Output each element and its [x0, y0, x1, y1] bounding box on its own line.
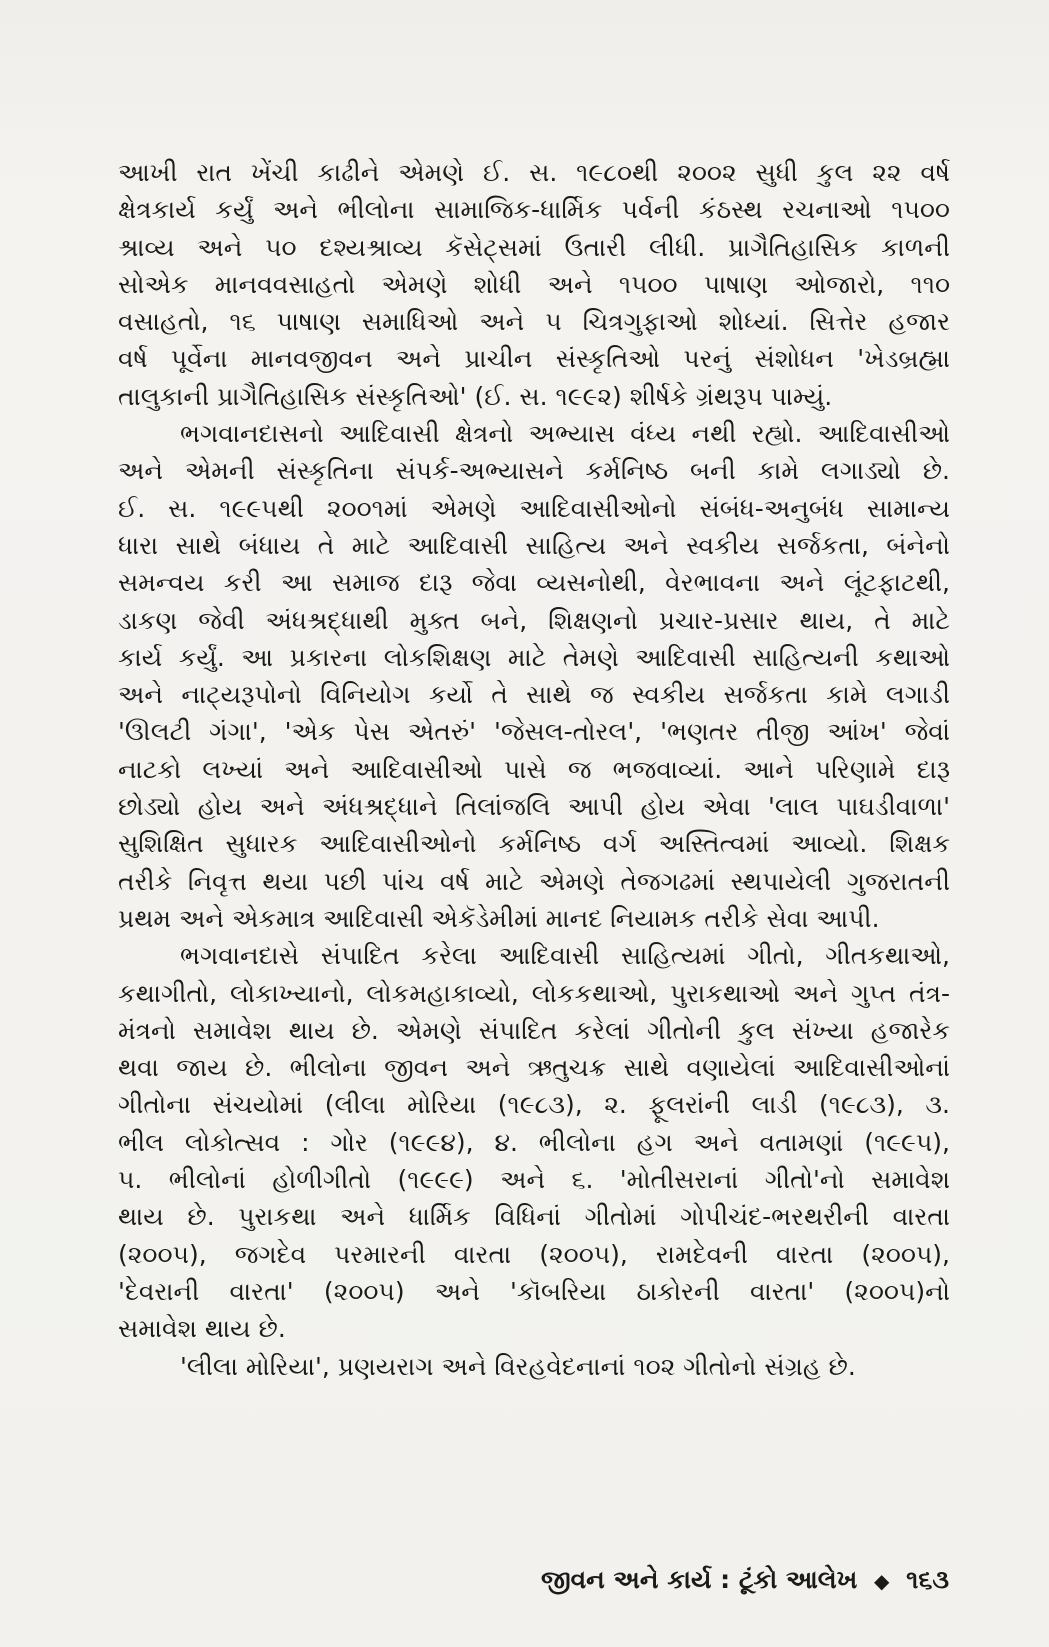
text-line: વર્ષ પૂર્વેના માનવજીવન અને પ્રાચીન સંસ્કૃતિઓ પરનું સંશોધન 'ખેડબ્રહ્મા	[118, 344, 950, 374]
text-line: ગીતોના સંચયોમાં (લીલા મોરિયા (૧૯૮૩), ૨. ફૂલરાંની લાડી (૧૯૮૩), ૩.	[118, 1090, 950, 1120]
text-line: છોડ્યો હોય અને અંધશ્રદ્ધાને તિલાંજલિ આપી હોય એવા 'લાલ પાઘડીવાળા'	[118, 792, 950, 822]
text-line: સોએક માનવવસાહતો એમણે શોધી અને ૧૫૦૦ પાષાણ ઓજારો, ૧૧૦	[118, 269, 950, 299]
paragraph-start-line: 'લીલા મોરિયા', પ્રણયરાગ અને વિરહવેદનાનાં ૧૦૨ ગીતોનો સંગ્રહ છે.	[180, 1351, 856, 1381]
text-line: અને નાટ્યરૂપોનો વિનિયોગ કર્યો તે સાથે જ સ્વકીય સર્જકતા કામે લગાડી	[118, 680, 950, 710]
text-line: તરીકે નિવૃત્ત થયા પછી પાંચ વર્ષ માટે એમણે તેજગઢમાં સ્થપાયેલી ગુજરાતની	[118, 866, 950, 896]
text-line: અને એમની સંસ્કૃતિના સંપર્ક-અભ્યાસને કર્મનિષ્ઠ બની કામે લગાડ્યો છે.	[118, 456, 950, 486]
text-line: 'દેવરાની વારતા' (૨૦૦૫) અને 'કૉબરિયા ઠાકોરની વારતા' (૨૦૦૫)નો	[118, 1276, 950, 1306]
paragraph-start-line: ભગવાનદાસનો આદિવાસી ક્ષેત્રનો અભ્યાસ વંધ્ય નથી રહ્યો. આદિવાસીઓ	[180, 419, 950, 449]
text-line: મંત્રનો સમાવેશ થાય છે. એમણે સંપાદિત કરેલાં ગીતોની કુલ સંખ્યા હજારેક	[118, 1015, 950, 1045]
text-line: સુશિક્ષિત સુધારક આદિવાસીઓનો કર્મનિષ્ઠ વર્ગ અસ્તિત્વમાં આવ્યો. શિક્ષક	[118, 829, 950, 859]
body-text	[118, 154, 950, 1385]
diamond-separator-icon: ◆	[873, 1569, 890, 1593]
text-line: ભીલ લોકોત્સવ : ગોર (૧૯૯૪), ૪. ભીલોના હગ અને વતામણાં (૧૯૯૫),	[118, 1127, 950, 1157]
footer-title: જીવન અને કાર્ય : ટૂંકો આલેખ	[540, 1565, 858, 1594]
text-line: ક્ષેત્રકાર્ય કર્યું અને ભીલોના સામાજિક-ધાર્મિક પર્વની કંઠસ્થ રચનાઓ ૧૫૦૦	[118, 195, 950, 225]
text-line: ઈ. સ. ૧૯૯૫થી ૨૦૦૧માં એમણે આદિવાસીઓનો સંબંધ-અનુબંધ સામાન્ય	[118, 493, 950, 523]
text-line: વસાહતો, ૧૬ પાષાણ સમાધિઓ અને ૫ ચિત્રગુફાઓ શોધ્યાં. સિત્તેર હજાર	[118, 307, 950, 337]
text-line: સમન્વય કરી આ સમાજ દારૂ જેવા વ્યસનોથી, વેરભાવના અને લૂંટફાટથી,	[118, 568, 950, 598]
text-line: સમાવેશ થાય છે.	[118, 1314, 286, 1344]
text-line: થાય છે. પુરાકથા અને ધાર્મિક વિધિનાં ગીતોમાં ગોપીચંદ-ભરથરીની વારતા	[118, 1202, 950, 1232]
text-line: પ્રથમ અને એકમાત્ર આદિવાસી એકૅડેમીમાં માનદ નિયામક તરીકે સેવા આપી.	[118, 903, 880, 933]
text-line: કાર્ય કર્યું. આ પ્રકારના લોકશિક્ષણ માટે તેમણે આદિવાસી સાહિત્યની કથાઓ	[118, 642, 950, 672]
text-line: ડાકણ જેવી અંધશ્રદ્ધાથી મુક્ત બને, શિક્ષણનો પ્રચાર-પ્રસાર થાય, તે માટે	[118, 605, 950, 635]
text-line: શ્રાવ્ય અને ૫૦ દશ્યશ્રાવ્ય કૅસેટ્સમાં ઉતારી લીધી. પ્રાગૈતિહાસિક કાળની	[118, 232, 950, 262]
text-line: કથાગીતો, લોકાખ્યાનો, લોકમહાકાવ્યો, લોકકથાઓ, પુરાકથાઓ અને ગુપ્ત તંત્ર-	[118, 978, 950, 1008]
text-line: ધારા સાથે બંધાય તે માટે આદિવાસી સાહિત્ય અને સ્વકીય સર્જકતા, બંનેનો	[118, 530, 950, 560]
text-line: થવા જાય છે. ભીલોના જીવન અને ઋતુચક્ર સાથે વણાયેલાં આદિવાસીઓનાં	[118, 1053, 950, 1083]
text-line: ૫. ભીલોનાં હોળીગીતો (૧૯૯૯) અને ૬. 'મોતીસરાનાં ગીતો'નો સમાવેશ	[118, 1165, 950, 1195]
page-number: ૧૬૩	[906, 1565, 949, 1594]
text-line: 'ઊલટી ગંગા', 'એક પેસ એતરું' 'જેસલ-તોરલ', 'ભણતર તીજી આંખ' જેવાં	[118, 717, 950, 747]
running-footer	[541, 1565, 949, 1595]
text-line: નાટકો લખ્યાં અને આદિવાસીઓ પાસે જ ભજવાવ્યાં. આને પરિણામે દારૂ	[118, 754, 950, 784]
paragraph-start-line: ભગવાનદાસે સંપાદિત કરેલા આદિવાસી સાહિત્યમાં ગીતો, ગીતકથાઓ,	[180, 941, 950, 971]
text-line: તાલુકાની પ્રાગૈતિહાસિક સંસ્કૃતિઓ' (ઈ. સ. ૧૯૯૨) શીર્ષકે ગ્રંથરૂપ પામ્યું.	[118, 381, 833, 411]
text-line: (૨૦૦૫), જગદેવ પરમારની વારતા (૨૦૦૫), રામદેવની વારતા (૨૦૦૫),	[118, 1239, 950, 1269]
text-line: આખી રાત ખેંચી કાઢીને એમણે ઈ. સ. ૧૯૮૦થી ૨૦૦૨ સુધી કુલ ૨૨ વર્ષ	[118, 158, 950, 187]
